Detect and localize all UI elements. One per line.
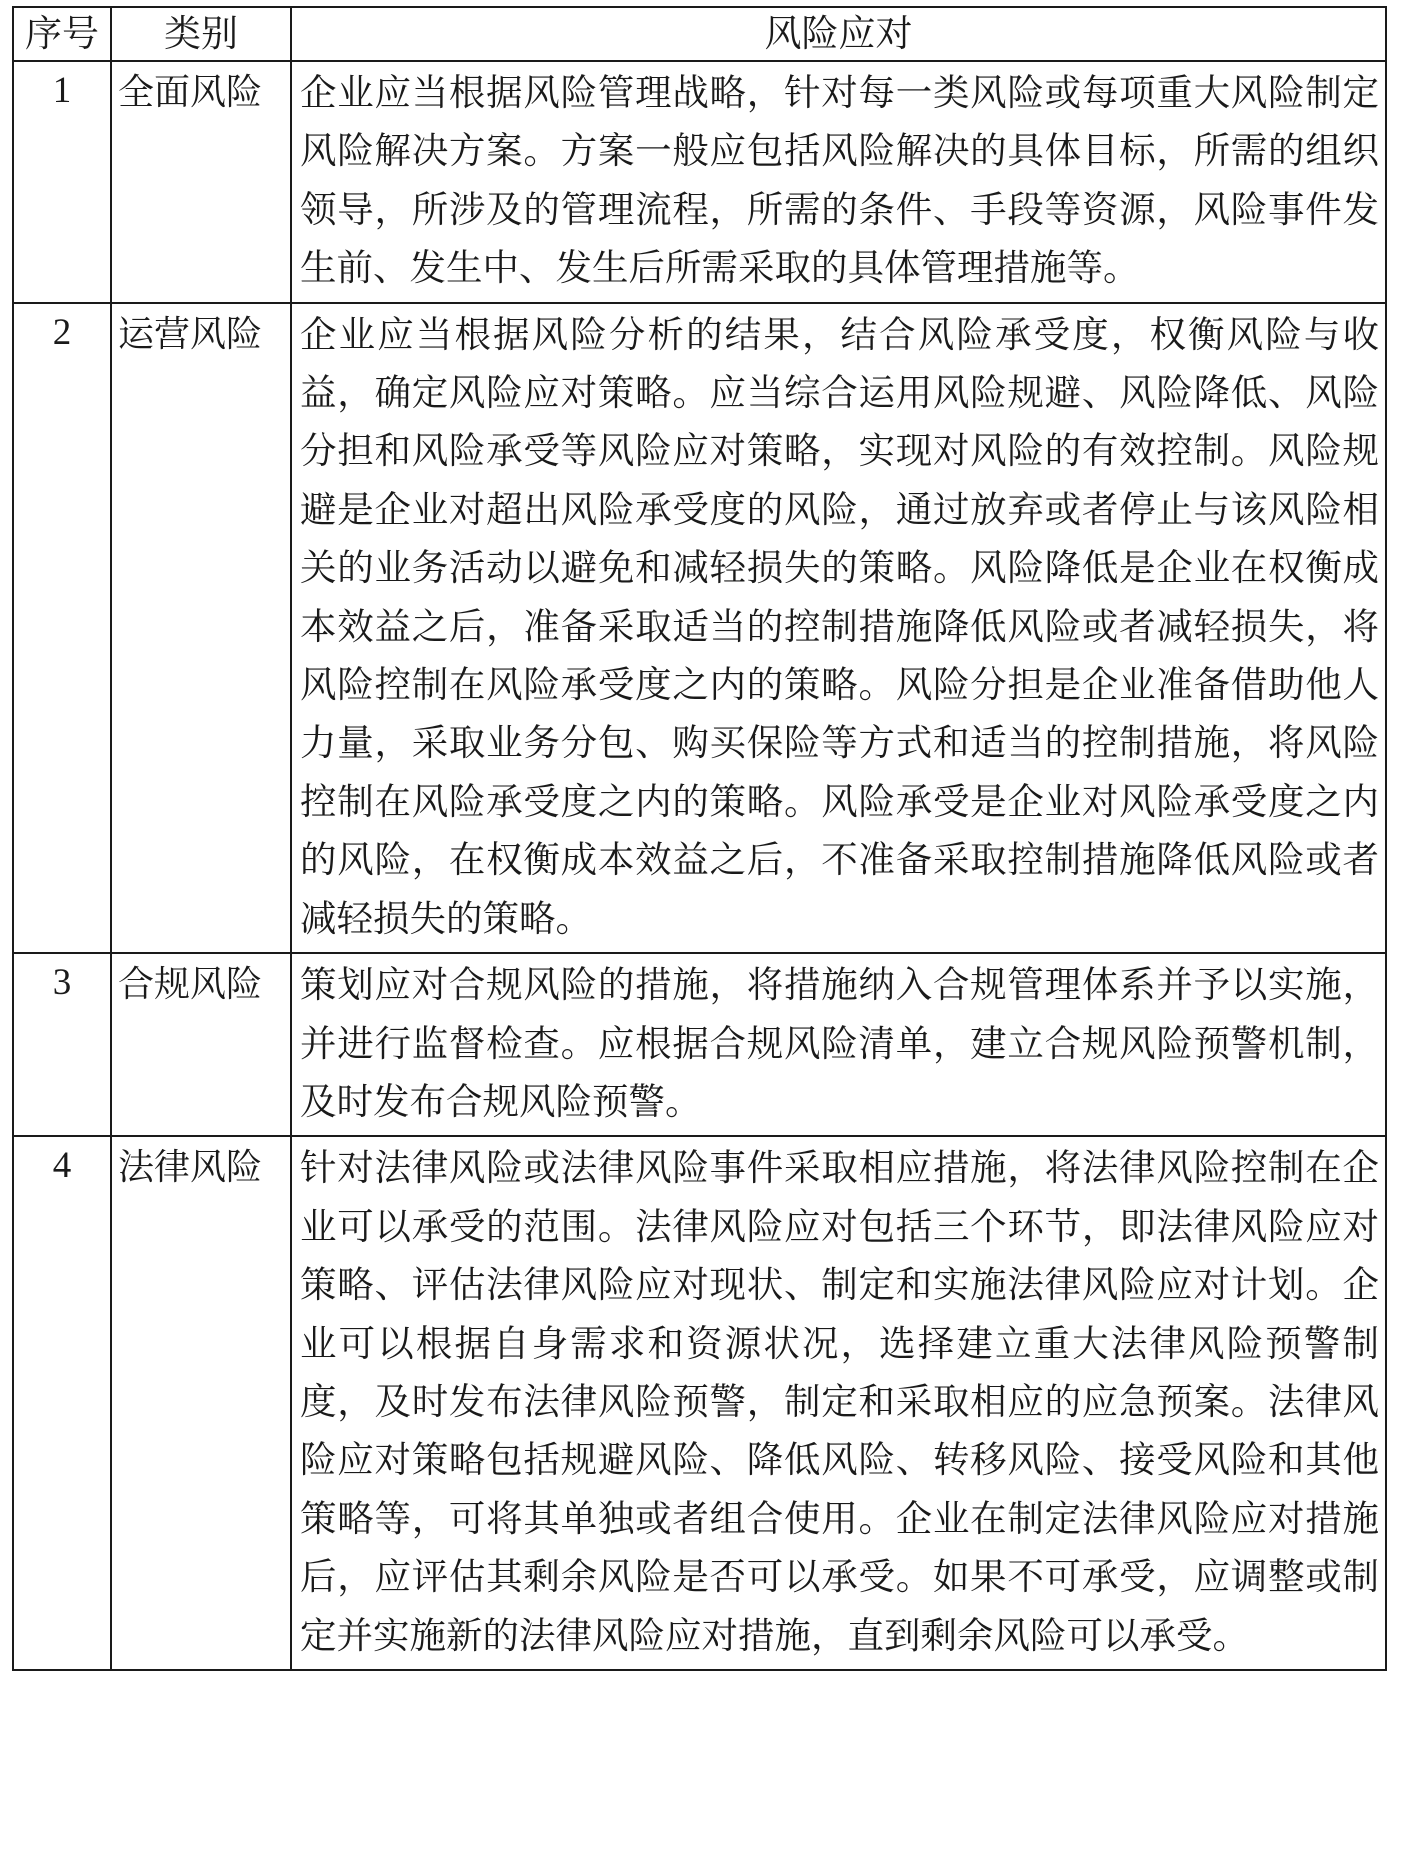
table-row (13, 61, 1386, 303)
row-no: 3 (13, 953, 111, 1136)
row-no: 1 (13, 61, 111, 303)
header-no: 序号 (13, 7, 111, 61)
row-response: 企业应当根据风险分析的结果，结合风险承受度，权衡风险与收益，确定风险应对策略。应当综合运用风险规避、风险降低、风险分担和风险承受等风险应对策略，实现对风险的有效控制。风险规避是企业对超出风险承受度的风险，通过放弃或者停止与该风险相关的业务活动以避免和减轻损失的策略。风险降低是企业在权衡成本效益之后，准备采取适当的控制措施降低风险或者减轻损失，将风险控制在风险承受度之内的策略。风险分担是企业准备借助他人力量，采取业务分包、购买保险等方式和适当的控制措施，将风险控制在风险承受度之内的策略。风险承受是企业对风险承受度之内的风险，在权衡成本效益之后，不准备采取控制措施降低风险或者减轻损失的策略。 (291, 303, 1386, 953)
row-category: 运营风险 (111, 303, 291, 953)
row-response: 企业应当根据风险管理战略，针对每一类风险或每项重大风险制定风险解决方案。方案一般应包括风险解决的具体目标，所需的组织领导，所涉及的管理流程，所需的条件、手段等资源，风险事件发生前、发生中、发生后所需采取的具体管理措施等。 (291, 61, 1386, 303)
row-no: 2 (13, 303, 111, 953)
header-response: 风险应对 (291, 7, 1386, 61)
table-row (13, 953, 1386, 1136)
row-category: 合规风险 (111, 953, 291, 1136)
table-row (13, 303, 1386, 953)
row-response: 策划应对合规风险的措施，将措施纳入合规管理体系并予以实施，并进行监督检查。应根据合规风险清单，建立合规风险预警机制，及时发布合规风险预警。 (291, 953, 1386, 1136)
table-row (13, 1136, 1386, 1670)
table-header-row (13, 7, 1386, 61)
risk-response-table (12, 6, 1387, 1671)
row-response: 针对法律风险或法律风险事件采取相应措施，将法律风险控制在企业可以承受的范围。法律风险应对包括三个环节，即法律风险应对策略、评估法律风险应对现状、制定和实施法律风险应对计划。企业可以根据自身需求和资源状况，选择建立重大法律风险预警制度，及时发布法律风险预警，制定和采取相应的应急预案。法律风险应对策略包括规避风险、降低风险、转移风险、接受风险和其他策略等，可将其单独或者组合使用。企业在制定法律风险应对措施后，应评估其剩余风险是否可以承受。如果不可承受，应调整或制定并实施新的法律风险应对措施，直到剩余风险可以承受。 (291, 1136, 1386, 1670)
header-category: 类别 (111, 7, 291, 61)
row-category: 全面风险 (111, 61, 291, 303)
row-no: 4 (13, 1136, 111, 1670)
row-category: 法律风险 (111, 1136, 291, 1670)
